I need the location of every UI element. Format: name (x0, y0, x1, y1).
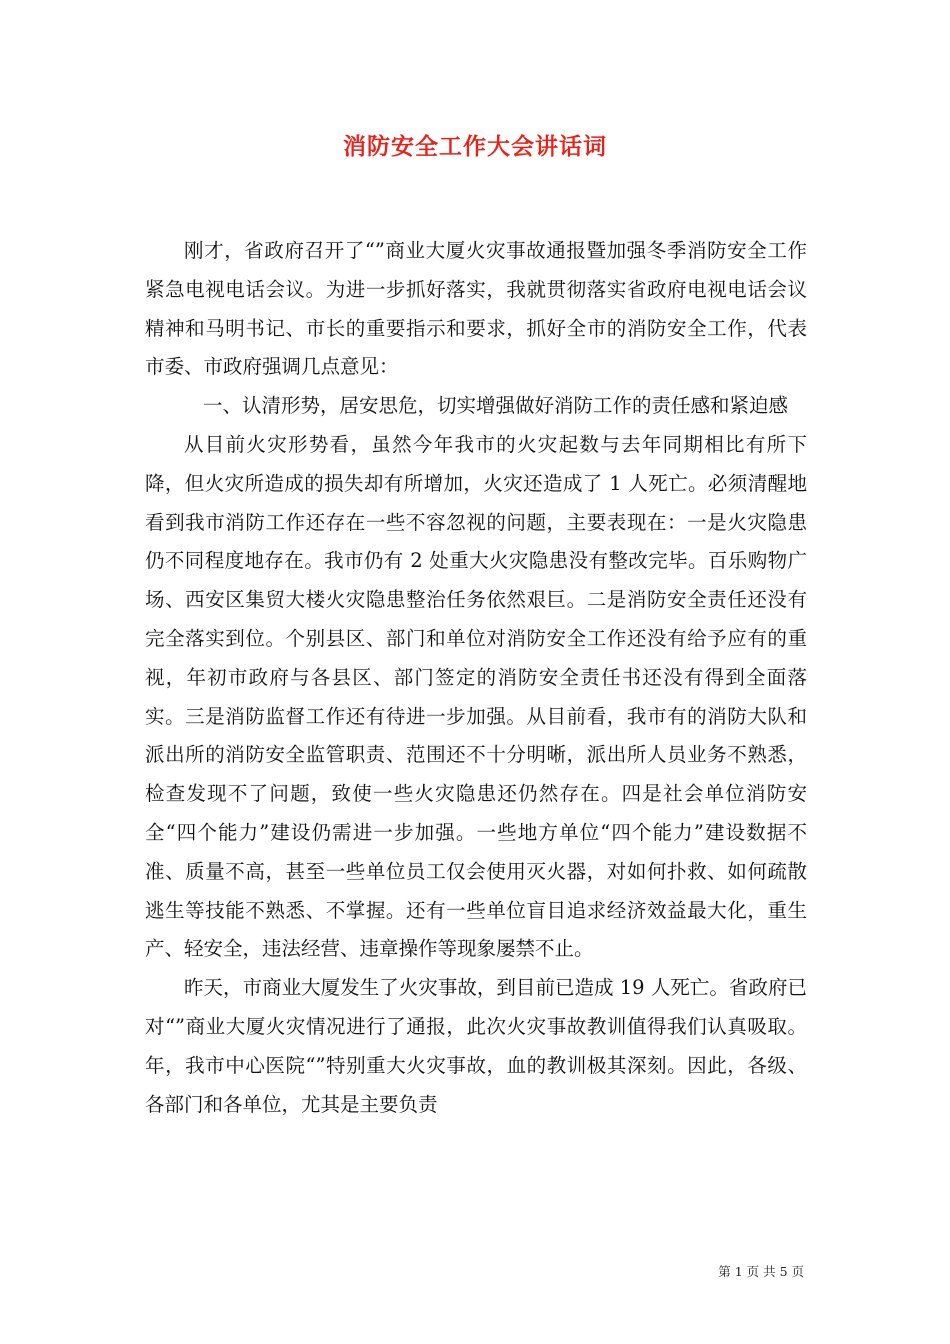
paragraph-section-heading: 一、认清形势，居安思危，切实增强做好消防工作的责任感和紧迫感 (203, 394, 789, 418)
paragraph-yesterday-incident: 昨天，市商业大厦发生了火灾事故，到目前已造成 19 人死亡。省政府已对“”商业大厦火灾情况进行了通报，此次火灾事故教训值得我们认真吸取。年，我市中心医院“”特别重大火灾事故，血的教训极其深刻。因此，各级、各部门和各单位，尤其是主要负责 (145, 976, 807, 1116)
page-number-footer: 第 1 页 共 5 页 (718, 1264, 804, 1279)
paragraph-intro: 刚才，省政府召开了“”商业大厦火灾事故通报暨加强冬季消防安全工作紧急电视电话会议。为进一步抓好落实，我就贯彻落实省政府电视电话会议精神和马明书记、市长的重要指示和要求，抓好全市的消防安全工作，代表市委、市政府强调几点意见： (145, 239, 807, 379)
paragraph-fire-situation: 从目前火灾形势看，虽然今年我市的火灾起数与去年同期相比有所下降，但火灾所造成的损失却有所增加，火灾还造成了 1 人死亡。必须清醒地看到我市消防工作还存在一些不容忽视的问题，主要表现在：一是火灾隐患仍不同程度地存在。我市仍有 2 处重大火灾隐患没有整改完毕。百乐购物广场、西安区集贸大楼火灾隐患整治任务依然艰巨。二是消防安全责任还没有完全落实到位。个别县区、部门和单位对消防安全工作还没有给予应有的重视，年初市政府与各县区、部门签定的消防安全责任书还没有得到全面落实。三是消防监督工作还有待进一步加强。从目前看，我市有的消防大队和派出所的消防安全监管职责、范围还不十分明晰，派出所人员业务不熟悉，检查发现不了问题，致使一些火灾隐患还仍然存在。四是社会单位消防安全“四个能力”建设仍需进一步加强。一些地方单位“四个能力”建设数据不准、质量不高，甚至一些单位员工仅会使用灭火器，对如何扑救、如何疏散逃生等技能不熟悉、不掌握。还有一些单位盲目追求经济效益最大化，重生产、轻安全，违法经营、违章操作等现象屡禁不止。 (145, 432, 807, 961)
document-body (145, 232, 807, 1124)
document-title: 消防安全工作大会讲话词 (343, 133, 607, 160)
